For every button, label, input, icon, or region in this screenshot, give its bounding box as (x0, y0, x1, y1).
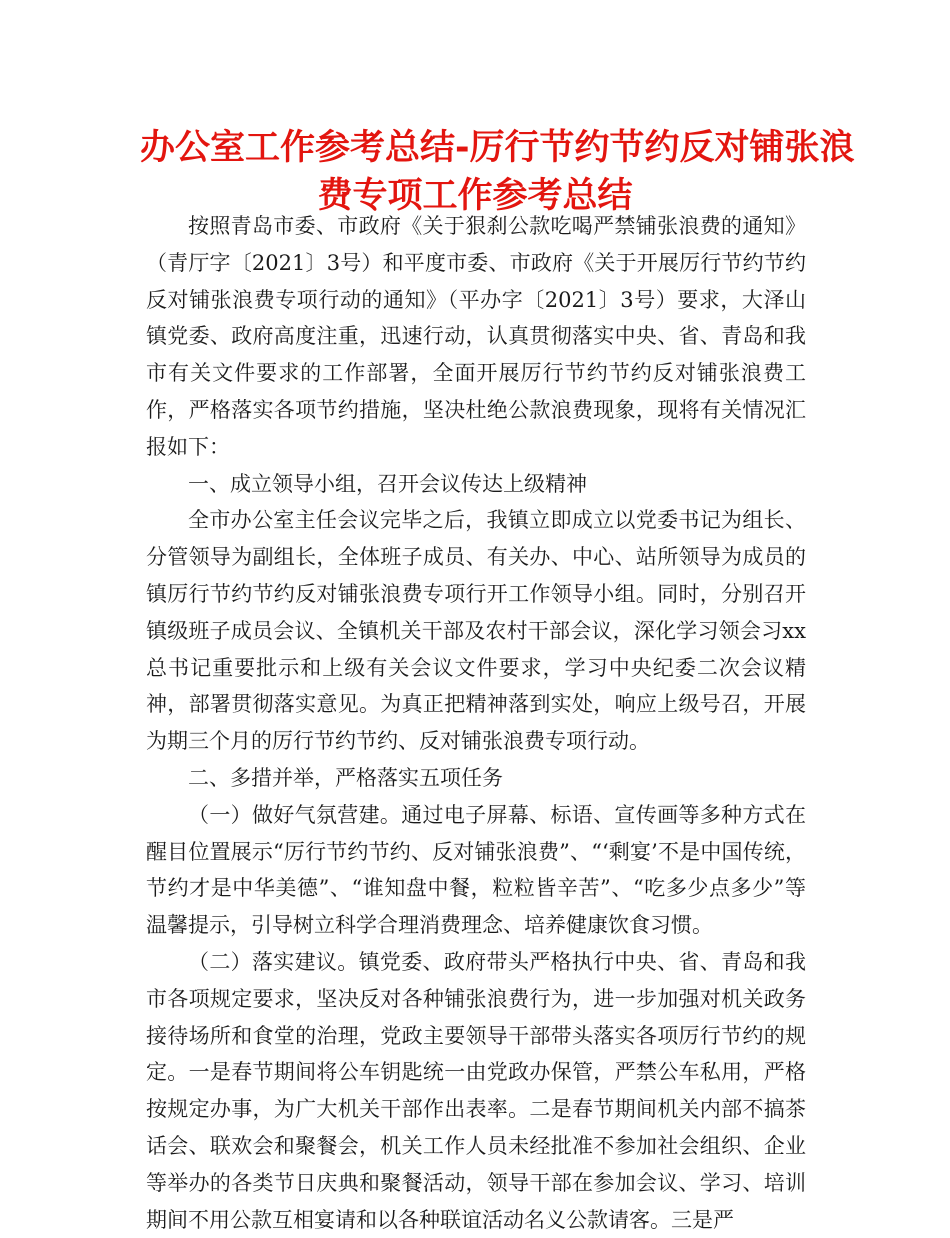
document-title-line-1: 办公室工作参考总结-厉行节约节约反对铺张浪 (140, 128, 855, 168)
paragraph-subsection-1: （一）做好气氛营建。通过电子屏幕、标语、宣传画等多种方式在醒目位置展示“厉行节约节约、反对铺张浪费”、“‘剩宴’不是中国传统，节约才是中华美德”、“谁知盘中餐，粒粒皆辛苦”、“吃多少点多少”等温馨提示，引导树立科学合理消费理念、培养健康饮食习惯。 (146, 802, 806, 938)
section-heading-1: 一、成立领导小组，召开会议传达上级精神 (188, 471, 587, 496)
document-body (146, 208, 806, 1238)
paragraph-section-1: 全市办公室主任会议完毕之后，我镇立即成立以党委书记为组长、分管领导为副组长，全体班子成员、有关办、中心、站所领导为成员的镇厉行节约节约反对铺张浪费专项行开工作领导小组。同时，分别召开镇级班子成员会议、全镇机关干部及农村干部会议，深化学习领会习xx总书记重要批示和上级有关会议文件要求，学习中央纪委二次会议精神，部署贯彻落实意见。为真正把精神落到实处，响应上级号召，开展为期三个月的厉行节约节约、反对铺张浪费专项行动。 (146, 508, 806, 754)
paragraph-intro: 按照青岛市委、市政府《关于狠刹公款吃喝严禁铺张浪费的通知》（青厅字〔2021〕3号）和平度市委、市政府《关于开展厉行节约节约反对铺张浪费专项行动的通知》（平办字〔2021〕3号）要求，大泽山镇党委、政府高度注重，迅速行动，认真贯彻落实中央、省、青岛和我市有关文件要求的工作部署，全面开展厉行节约节约反对铺张浪费工作，严格落实各项节约措施，坚决杜绝公款浪费现象，现将有关情况汇报如下： (146, 214, 806, 459)
section-heading-2: 二、多措并举，严格落实五项任务 (188, 765, 503, 790)
document-title-line-2: 费专项工作参考总结 (317, 176, 633, 216)
paragraph-subsection-2: （二）落实建议。镇党委、政府带头严格执行中央、省、青岛和我市各项规定要求，坚决反对各种铺张浪费行为，进一步加强对机关政务接待场所和食堂的治理，党政主要领导干部带头落实各项厉行节约的规定。一是春节期间将公车钥匙统一由党政办保管，严禁公车私用，严格按规定办事，为广大机关干部作出表率。二是春节期间机关内部不搞茶话会、联欢会和聚餐会，机关工作人员未经批准不参加社会组织、企业等举办的各类节日庆典和聚餐活动，领导干部在参加会议、学习、培训期间不用公款互相宴请和以各种联谊活动名义公款请客。三是严 (146, 949, 806, 1232)
